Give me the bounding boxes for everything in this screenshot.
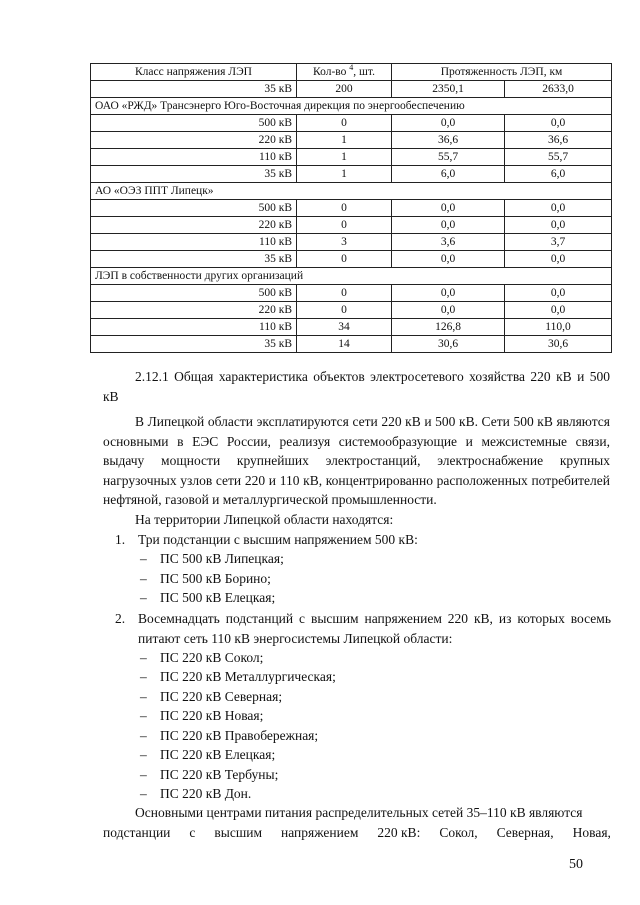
- cell-count: 1: [297, 132, 392, 149]
- cell-class: 110 кВ: [91, 319, 297, 336]
- header-count: Кол-во $^4$, шт.: [297, 64, 392, 81]
- cell-length-2: 0,0: [505, 115, 612, 132]
- cell-length-1: 30,6: [392, 336, 505, 353]
- table-row: [91, 285, 612, 302]
- section-title: ЛЭП в собственности других организаций: [91, 268, 612, 285]
- list-item: – ПС 500 кВ Липецкая;: [140, 551, 284, 566]
- cell-length-2: 3,7: [505, 234, 612, 251]
- cell-length-2: 110,0: [505, 319, 612, 336]
- section-title: ОАО «РЖД» Трансэнерго Юго-Восточная дирекция по энергообеспечению: [91, 98, 612, 115]
- table-row: [91, 132, 612, 149]
- cell-length-2: 36,6: [505, 132, 612, 149]
- cell-count: 0: [297, 285, 392, 302]
- table-row: [91, 251, 612, 268]
- cell-count: 34: [297, 319, 392, 336]
- cell-length-1: 55,7: [392, 149, 505, 166]
- cell-count: 14: [297, 336, 392, 353]
- table-header-row: [91, 64, 612, 81]
- page-number: 50: [569, 857, 583, 872]
- cell-class: 500 кВ: [91, 285, 297, 302]
- table-row: [91, 234, 612, 251]
- cell-count: 0: [297, 115, 392, 132]
- list-item: – ПС 220 кВ Правобережная;: [140, 728, 319, 743]
- list-item: – ПС 220 кВ Тербуны;: [140, 767, 279, 782]
- table-row: [91, 319, 612, 336]
- cell-class: 220 кВ: [91, 217, 297, 234]
- cell-length-2: 0,0: [505, 251, 612, 268]
- cell-length-1: 0,0: [392, 251, 505, 268]
- cell-length-1: 126,8: [392, 319, 505, 336]
- cell-class: 35 кВ: [91, 81, 297, 98]
- section-title: АО «ОЭЗ ППТ Липецк»: [91, 183, 612, 200]
- list-item: – ПС 220 кВ Новая;: [140, 708, 264, 723]
- cell-length-1: 0,0: [392, 115, 505, 132]
- table-row: [91, 115, 612, 132]
- list-text: Восемнадцать подстанций с высшим напряжением 220 кВ, из которых восемь питают сеть 110 кВ энергосистемы Липецкой области:: [138, 611, 611, 646]
- list-item: – ПС 500 кВ Борино;: [140, 571, 271, 586]
- section-row: [91, 183, 612, 200]
- table-row: [91, 166, 612, 183]
- table-row: [91, 149, 612, 166]
- section-row: [91, 98, 612, 115]
- cell-length-1: 6,0: [392, 166, 505, 183]
- table-row: [91, 217, 612, 234]
- cell-count: 3: [297, 234, 392, 251]
- cell-class: 500 кВ: [91, 200, 297, 217]
- power-lines-table: [90, 63, 612, 353]
- section-row: [91, 268, 612, 285]
- cell-length-2: 0,0: [505, 200, 612, 217]
- section-heading: 2.12.1 Общая характеристика объектов электросетевого хозяйства 220 кВ и 500 кВ: [103, 369, 610, 404]
- cell-length-1: 3,6: [392, 234, 505, 251]
- cell-count: 200: [297, 81, 392, 98]
- list-item: – ПС 220 кВ Металлургическая;: [140, 669, 336, 684]
- cell-class: 110 кВ: [91, 234, 297, 251]
- cell-class: 35 кВ: [91, 166, 297, 183]
- intro-line: На территории Липецкой области находятся:: [135, 512, 394, 527]
- cell-length-2: 55,7: [505, 149, 612, 166]
- header-length: Протяженность ЛЭП, км: [392, 64, 612, 81]
- final-paragraph-line1: Основными центрами питания распределительных сетей 35–110 кВ являются: [135, 805, 583, 820]
- cell-length-1: 36,6: [392, 132, 505, 149]
- list-number: 1.: [115, 532, 126, 547]
- cell-count: 0: [297, 302, 392, 319]
- list-item: – ПС 220 кВ Елецкая;: [140, 747, 276, 762]
- cell-count: 0: [297, 217, 392, 234]
- table-row: [91, 302, 612, 319]
- cell-length-1: 0,0: [392, 285, 505, 302]
- cell-length-2: 0,0: [505, 285, 612, 302]
- cell-length-1: 0,0: [392, 217, 505, 234]
- cell-length-2: 30,6: [505, 336, 612, 353]
- list-item: – ПС 500 кВ Елецкая;: [140, 590, 276, 605]
- final-paragraph-line2: подстанции с высшим напряжением 220 кВ: Сокол, Северная, Новая,: [103, 825, 611, 840]
- paragraph-networks: В Липецкой области эксплатируются сети 220 кВ и 500 кВ. Сети 500 кВ являются основными в ЕЭС России, реализуя системообразующие и межсистемные связи, выдачу мощности крупнейших электростанций, электроснабжение крупных нагрузочных узлов сети 220 и 110 кВ, концентрированно расположенных потребителей нефтяной, газовой и металлургической промышленности.: [103, 414, 610, 507]
- cell-length-2: 2633,0: [505, 81, 612, 98]
- list-text: Три подстанции с высшим напряжением 500 кВ:: [138, 532, 418, 547]
- cell-length-1: 0,0: [392, 200, 505, 217]
- list-item-220kv-heading: [103, 609, 611, 649]
- list-item-500kv-heading: [103, 530, 611, 550]
- cell-count: 0: [297, 200, 392, 217]
- cell-length-2: 0,0: [505, 217, 612, 234]
- header-voltage-class: Класс напряжения ЛЭП: [91, 64, 297, 81]
- cell-class: 35 кВ: [91, 336, 297, 353]
- cell-class: 110 кВ: [91, 149, 297, 166]
- table-row: [91, 200, 612, 217]
- list-item: – ПС 220 кВ Сокол;: [140, 650, 264, 665]
- cell-length-1: 0,0: [392, 302, 505, 319]
- table-row: [91, 336, 612, 353]
- cell-class: 500 кВ: [91, 115, 297, 132]
- cell-count: 1: [297, 149, 392, 166]
- list-item: – ПС 220 кВ Северная;: [140, 689, 283, 704]
- cell-class: 220 кВ: [91, 132, 297, 149]
- list-item: – ПС 220 кВ Дон.: [140, 786, 252, 801]
- cell-length-1: 2350,1: [392, 81, 505, 98]
- cell-length-2: 0,0: [505, 302, 612, 319]
- cell-count: 1: [297, 166, 392, 183]
- cell-length-2: 6,0: [505, 166, 612, 183]
- table-row: [91, 81, 612, 98]
- cell-class: 35 кВ: [91, 251, 297, 268]
- cell-class: 220 кВ: [91, 302, 297, 319]
- cell-count: 0: [297, 251, 392, 268]
- list-number: 2.: [115, 611, 126, 626]
